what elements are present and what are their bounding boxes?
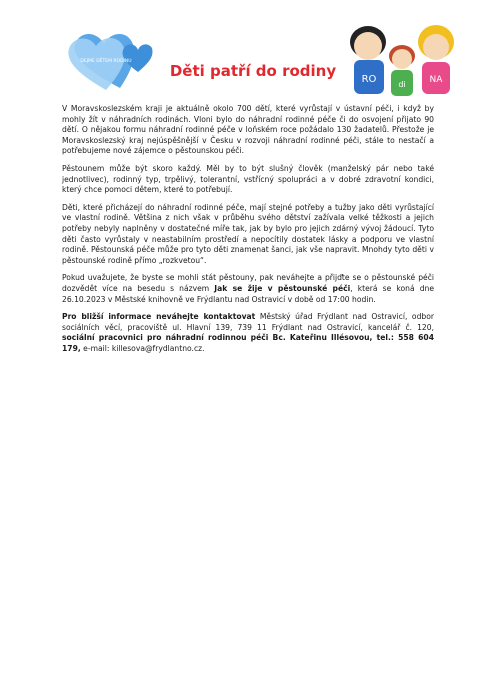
page-title: Děti patří do rodiny	[169, 62, 337, 80]
event-text-end: , která se koná dne 26.10.2023 v Městské knihovně ve Frýdlantu nad Ostravicí v době od 17:00 hodin.	[62, 283, 434, 304]
shirt-letters-middle: di	[398, 80, 406, 89]
face-left	[354, 32, 382, 60]
contact-person: sociální pracovnici pro náhradní rodinnou péči Bc. Kateřinu Illésovou, tel.: 558 604 179,	[62, 333, 434, 353]
face-right	[423, 34, 449, 60]
hearts-logo	[62, 28, 156, 94]
logo-text: DEJME DĚTEM RODINU	[80, 59, 132, 64]
article-body	[62, 104, 434, 361]
contact-office: Městský úřad Frýdlant nad Ostravicí, odbor sociálních věcí, pracoviště ul. Hlavní 139, 739 11 Frýdlant nad Ostravicí, kancelář č. 120,	[62, 312, 434, 332]
paragraph-event	[62, 273, 434, 305]
paragraph-intro: V Moravskoslezském kraji je aktuálně okolo 700 dětí, které vyrůstají v ústavní péči, i když by mohly žít v náhradních rodinách. Vloni bylo do náhradní rodinné péče či do osvojení přijato 90 dětí. O nějakou formu náhradní rodinné péče v loňském roce požádalo 130 žadatelů. Přestože je Moravskoslezský kraj nejúspěšnější v Česku v rozvoji náhradní rodinné péči, stále to nestačí a potřebujeme nové zájemce o pěstounskou péči.	[62, 104, 434, 156]
paragraph-contact	[62, 312, 434, 354]
event-text-start: Pokud uvažujete, že byste se mohli stát pěstouny, pak neváhejte a přijďte se o pěstounské péči dozvědět více na besedu s názvem	[62, 273, 434, 293]
family-illustration	[346, 20, 458, 100]
contact-lead: Pro bližší informace neváhejte kontaktovat	[62, 312, 256, 322]
shirt-letters-left: RO	[361, 74, 377, 85]
face-middle	[392, 49, 412, 69]
paragraph-who-can: Pěstounem může být skoro každý. Měl by to být slušný člověk (manželský pár nebo také jednotlivec), rodinný typ, trpělivý, tolerantní, vstřícný spolupráci a v dobré zdravotní kondici, který chce pomoci dětem, které to potřebují.	[62, 163, 434, 195]
shirt-letters-right: NA	[429, 75, 443, 85]
contact-email: e-mail: killesova@frydlantno.cz.	[80, 343, 205, 353]
event-name: Jak se žije v pěstounské péči	[214, 283, 351, 293]
paragraph-children-needs: Děti, které přicházejí do náhradní rodinné péče, mají stejné potřeby a tužby jako děti vyrůstající ve vlastní rodině. Většina z nich však v průběhu svého dětství zažívala velké těžkosti a jejich potřeby nebyly naplněny v dostatečné míře tak, jak by bylo pro jejich zdárný vývoj žádoucí. Tyto děti často vyrůstaly v neastabilním prostředí a nepocítily dostatek lásky a podporu ve vlastní rodině. Pěstounská péče může pro tyto děti znamenat šanci, jak vše napravit. Mnohdy tyto děti v pěstounské rodině přímo „rozkvetou“.	[62, 202, 434, 265]
